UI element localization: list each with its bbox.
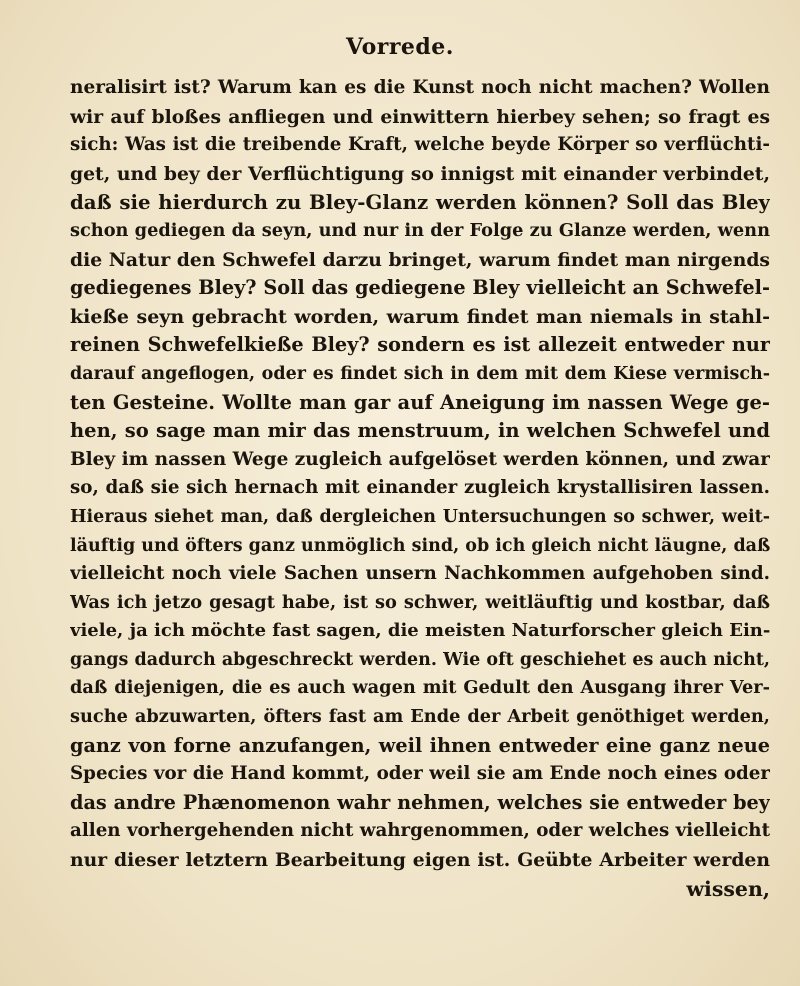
text-line: das andre Phænomenon wahr nehmen, welches sie entweder bey <box>70 790 770 814</box>
catchword: wissen, <box>686 876 770 901</box>
text-line: Hieraus siehet man, daß dergleichen Untersuchungen so schwer, weit- <box>70 506 770 527</box>
text-line: nur dieser letztern Bearbeitung eigen ist. Geübte Arbeiter werden <box>70 849 770 872</box>
text-line: gediegenes Bley? Soll das gediegene Bley vielleicht an Schwefel- <box>70 276 770 300</box>
text-line: Was ich jetzo gesagt habe, ist so schwer, weitläuftig und kostbar, daß <box>70 591 770 613</box>
running-header: Vorrede. <box>346 34 454 60</box>
text-line: ganz von forne anzufangen, weil ihnen entweder eine ganz neue <box>70 733 770 757</box>
text-line: reinen Schwefelkieße Bley? sondern es ist allezeit entweder nur <box>70 333 770 357</box>
text-line: suche abzuwarten, öfters fast am Ende der Arbeit genöthiget werden, <box>70 706 770 728</box>
text-line: die Natur den Schwefel darzu bringet, warum findet man nirgends <box>70 248 770 271</box>
text-line: daß sie hierdurch zu Bley-Glanz werden können? Soll das Bley <box>70 190 770 215</box>
text-line: allen vorhergehenden nicht wahrgenommen, oder welches vielleicht <box>70 820 770 842</box>
text-line: vielleicht noch viele Sachen unsern Nachkommen aufgehoben sind. <box>70 563 770 585</box>
text-line: hen, so sage man mir das menstruum, in welchen Schwefel und <box>70 419 770 443</box>
text-line: sich: Was ist die treibende Kraft, welche beyde Körper so verflüchti- <box>70 134 770 156</box>
text-line: viele, ja ich möchte fast sagen, die meisten Naturforscher gleich Ein- <box>70 620 770 642</box>
text-line: kieße seyn gebracht worden, warum findet man niemals in stahl- <box>70 305 770 328</box>
text-line: Species vor die Hand kommt, oder weil sie am Ende noch eines oder <box>70 763 770 785</box>
text-line: neralisirt ist? Warum kan es die Kunst noch nicht machen? Wollen <box>70 77 770 98</box>
text-line: wir auf bloßes anfliegen und einwittern hierbey sehen; so fragt es <box>70 105 770 128</box>
text-line: darauf angeflogen, oder es findet sich in dem mit dem Kiese vermisch- <box>70 363 770 384</box>
text-line: get, und bey der Verflüchtigung so innigst mit einander verbindet, <box>70 162 770 185</box>
text-line: schon gediegen da seyn, und nur in der Folge zu Glanze werden, wenn <box>70 219 770 241</box>
text-line: daß diejenigen, die es auch wagen mit Gedult den Ausgang ihrer Ver- <box>70 677 770 699</box>
body-text <box>70 74 770 903</box>
text-line: gangs dadurch abgeschreckt werden. Wie oft geschiehet es auch nicht, <box>70 649 770 670</box>
text-line: läuftig und öfters ganz unmöglich sind, ob ich gleich nicht läugne, daß <box>70 535 770 556</box>
text-line: Bley im nassen Wege zugleich aufgelöset werden können, und zwar <box>70 448 770 470</box>
text-line: so, daß sie sich hernach mit einander zugleich krystallisiren lassen. <box>70 477 770 499</box>
text-line: ten Gesteine. Wollte man gar auf Aneigung im nassen Wege ge- <box>70 390 770 414</box>
